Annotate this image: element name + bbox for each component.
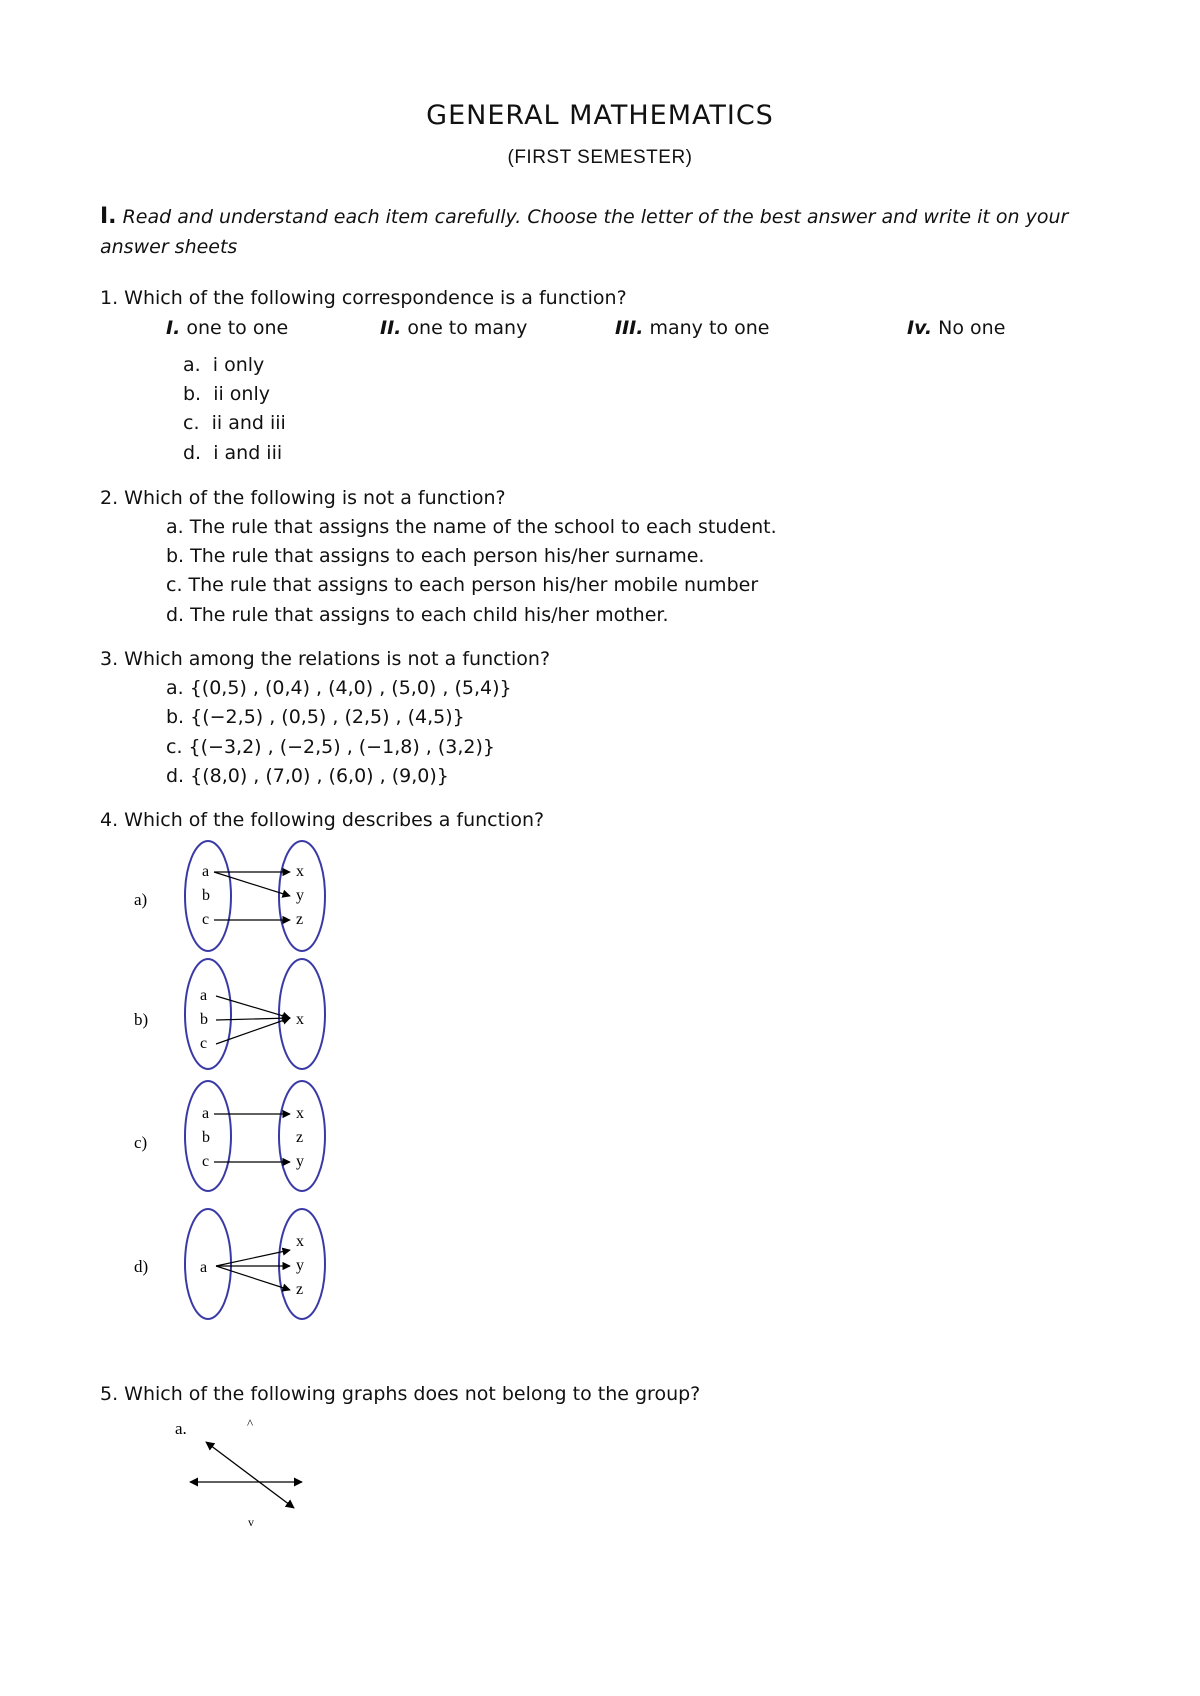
svg-text:x: x	[296, 1011, 304, 1028]
svg-text:x: x	[296, 1105, 304, 1122]
graph-a	[160, 1410, 330, 1530]
q1-roman-4: Iv. No one	[907, 317, 1006, 339]
question-1: 1. Which of the following correspondence is a function?	[100, 287, 627, 309]
svg-text:x: x	[296, 1233, 304, 1250]
svg-text:b: b	[202, 887, 210, 904]
page-title: GENERAL MATHEMATICS	[426, 100, 774, 131]
arrow	[216, 1018, 290, 1044]
svg-text:z: z	[296, 1129, 304, 1146]
q2-choice-c: c. The rule that assigns to each person his/her mobile number	[166, 574, 759, 596]
q1-choice-a: a. i only	[183, 354, 265, 376]
mapping-diagrams	[120, 836, 340, 1336]
q2-choice-b: b. The rule that assigns to each person his/her surname.	[166, 545, 705, 567]
question-3: 3. Which among the relations is not a function?	[100, 648, 551, 670]
svg-text:z: z	[296, 1281, 304, 1298]
svg-text:x: x	[296, 863, 304, 880]
diagram-b-domain-oval	[185, 959, 231, 1069]
diagram-c	[134, 1081, 325, 1191]
instructions-text: Read and understand each item carefully. Choose the letter of the best answer and write it on your answer sheets	[100, 206, 1069, 258]
graph-up-caret: ^	[247, 1416, 254, 1431]
instructions-number: I.	[100, 204, 117, 229]
svg-text:a: a	[202, 863, 210, 880]
question-5: 5. Which of the following graphs does not belong to the group?	[100, 1383, 701, 1405]
svg-text:c: c	[202, 1153, 210, 1170]
diagram-b-label: b)	[134, 1010, 149, 1029]
svg-text:a: a	[200, 987, 208, 1004]
q1-choice-b: b. ii only	[183, 383, 270, 405]
svg-text:y: y	[296, 1257, 304, 1274]
q3-choice-c: c. {(−3,2) , (−2,5) , (−1,8) , (3,2)}	[166, 736, 495, 758]
q1-roman-2: II. one to many	[380, 317, 528, 339]
diagram-d-label: d)	[134, 1257, 149, 1276]
diagram-a-label: a)	[134, 890, 148, 909]
svg-text:b: b	[200, 1011, 208, 1028]
q2-choice-a: a. The rule that assigns the name of the school to each student.	[166, 516, 777, 538]
svg-text:y: y	[296, 887, 304, 904]
graph-line	[206, 1442, 294, 1508]
q1-choice-c: c. ii and iii	[183, 412, 286, 434]
graph-a-label: a.	[175, 1419, 187, 1438]
svg-text:a: a	[202, 1105, 210, 1122]
graph-down-caret: v	[248, 1515, 254, 1529]
diagram-b	[134, 959, 325, 1069]
svg-text:c: c	[202, 911, 210, 928]
instructions	[100, 202, 1110, 262]
diagram-a	[134, 841, 325, 951]
q1-roman-3: III. many to one	[615, 317, 770, 339]
q1-choice-d: d. i and iii	[183, 442, 283, 464]
diagram-d	[134, 1209, 325, 1319]
svg-text:y: y	[296, 1153, 304, 1170]
svg-text:z: z	[296, 911, 304, 928]
question-4: 4. Which of the following describes a function?	[100, 809, 545, 831]
q3-choice-b: b. {(−2,5) , (0,5) , (2,5) , (4,5)}	[166, 706, 465, 728]
q3-choice-d: d. {(8,0) , (7,0) , (6,0) , (9,0)}	[166, 765, 449, 787]
question-2: 2. Which of the following is not a function?	[100, 487, 506, 509]
svg-text:b: b	[202, 1129, 210, 1146]
svg-text:a: a	[200, 1259, 208, 1276]
q1-roman-1: I. one to one	[166, 317, 289, 339]
svg-text:c: c	[200, 1035, 208, 1052]
page-subtitle: (FIRST SEMESTER)	[507, 147, 693, 168]
diagram-c-label: c)	[134, 1133, 148, 1152]
q2-choice-d: d. The rule that assigns to each child his/her mother.	[166, 604, 669, 626]
q3-choice-a: a. {(0,5) , (0,4) , (4,0) , (5,0) , (5,4)}	[166, 677, 512, 699]
